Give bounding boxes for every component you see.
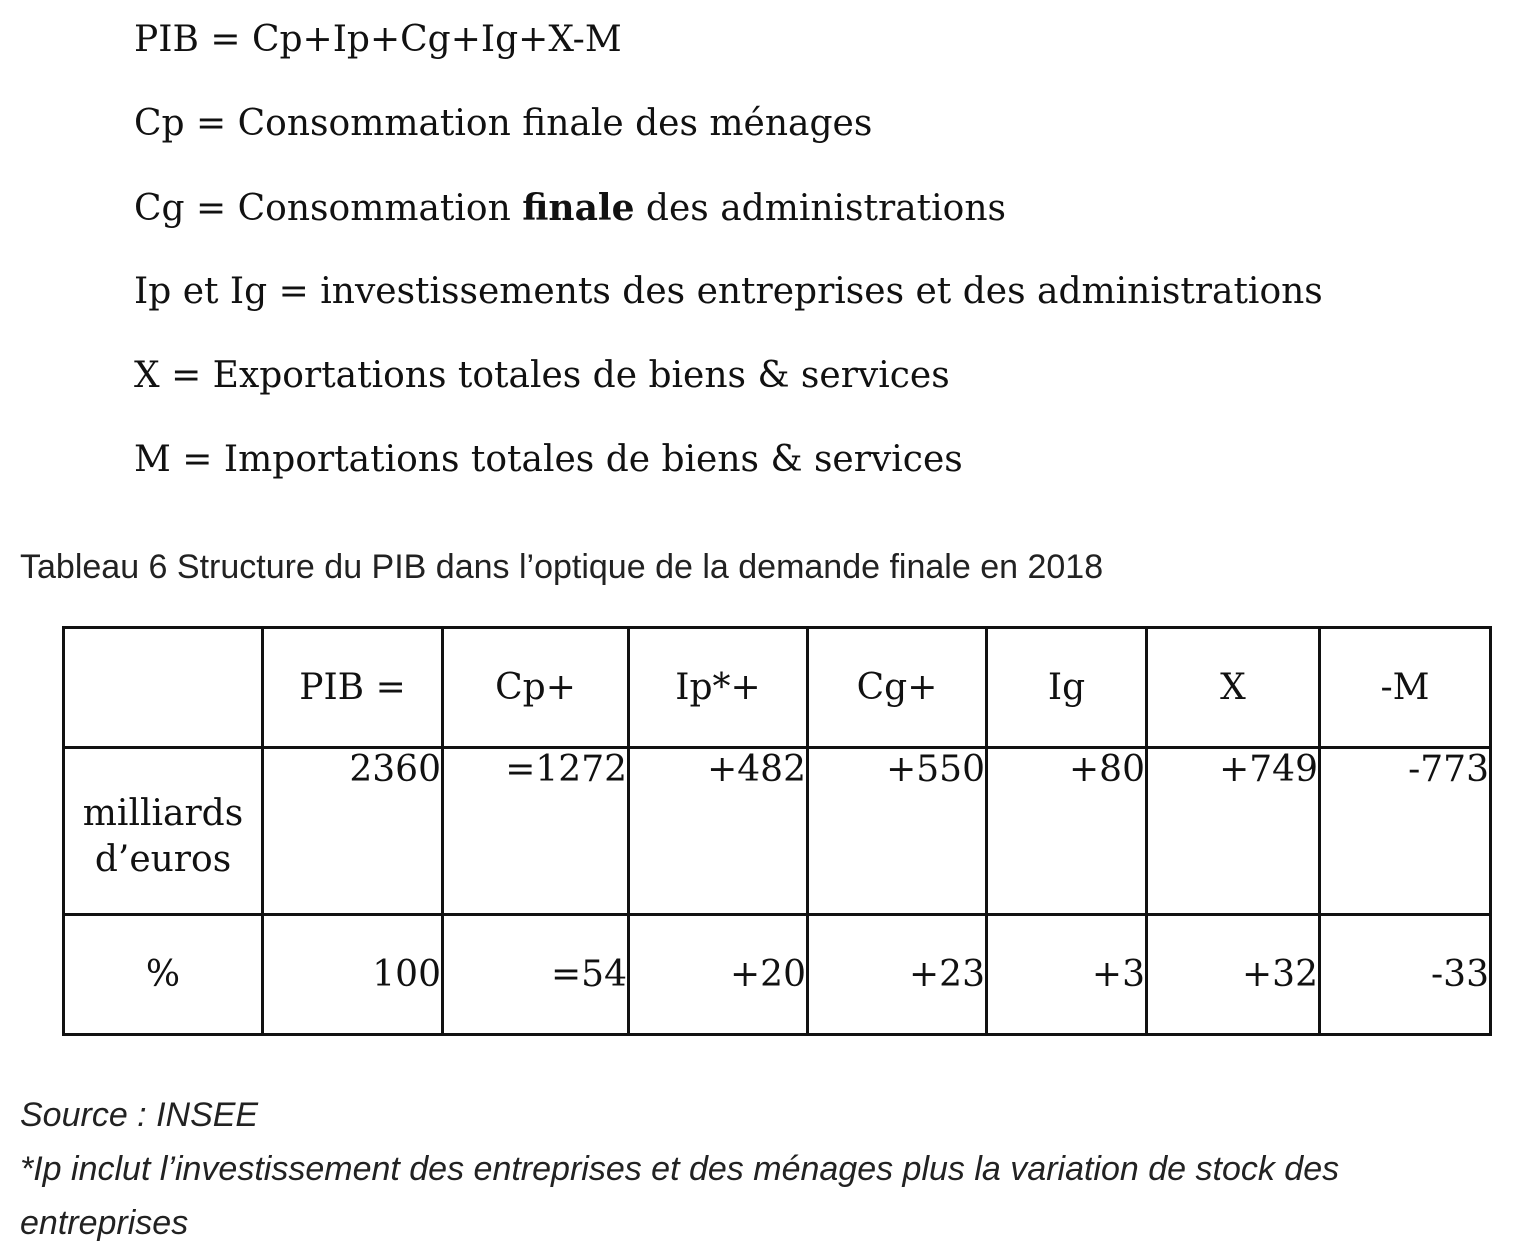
header-cell-x: X <box>1147 628 1320 748</box>
definition-cg-suffix: des administrations <box>634 188 1006 229</box>
definition-cg-bold: finale <box>522 187 635 229</box>
row-label-line1: milliards <box>82 793 244 834</box>
cell-milliards-m: -773 <box>1320 748 1491 915</box>
row-label-percent: % <box>64 915 263 1035</box>
cell-milliards-ip: +482 <box>629 748 808 915</box>
definition-x: X = Exportations totales de biens & services <box>134 355 950 396</box>
table-row-milliards <box>64 748 1491 915</box>
cell-percent-m: -33 <box>1320 915 1491 1035</box>
definition-m: M = Importations totales de biens & services <box>134 439 963 480</box>
cell-milliards-cp: =1272 <box>443 748 629 915</box>
header-cell-ip: Ip*+ <box>629 628 808 748</box>
cell-percent-ip: +20 <box>629 915 808 1035</box>
definition-cg <box>134 187 1323 274</box>
pib-structure-table <box>62 626 1492 1036</box>
header-cell-cg: Cg+ <box>808 628 987 748</box>
header-cell-empty <box>64 628 263 748</box>
cell-percent-x: +32 <box>1147 915 1320 1035</box>
row-label-milliards <box>64 748 263 915</box>
cell-milliards-x: +749 <box>1147 748 1320 915</box>
definition-ip-ig: Ip et Ig = investissements des entreprises et des administrations <box>134 271 1323 312</box>
table-caption: Tableau 6 Structure du PIB dans l’optique de la demande finale en 2018 <box>20 548 1104 586</box>
cell-milliards-pib: 2360 <box>263 748 443 915</box>
header-cell-cp: Cp+ <box>443 628 629 748</box>
footnote-ip: *Ip inclut l’investissement des entreprises et des ménages plus la variation de stock des entreprises <box>20 1150 1340 1242</box>
cell-milliards-ig: +80 <box>987 748 1147 915</box>
cell-percent-cp: =54 <box>443 915 629 1035</box>
header-cell-pib: PIB = <box>263 628 443 748</box>
table-header-row <box>64 628 1491 748</box>
definition-cg-prefix: Cg = Consommation <box>134 188 523 229</box>
table-row-percent <box>64 915 1491 1035</box>
cell-percent-ig: +3 <box>987 915 1147 1035</box>
formula-pib: PIB = Cp+Ip+Cg+Ig+X-M <box>134 19 622 60</box>
cell-percent-cg: +23 <box>808 915 987 1035</box>
header-cell-m: -M <box>1320 628 1491 748</box>
source-note: Source : INSEE <box>20 1096 259 1134</box>
header-cell-ig: Ig <box>987 628 1147 748</box>
cell-percent-pib: 100 <box>263 915 443 1035</box>
cell-milliards-cg: +550 <box>808 748 987 915</box>
definition-cp: Cp = Consommation finale des ménages <box>134 103 873 144</box>
table-notes <box>20 1088 1440 1250</box>
row-label-line2: d’euros <box>94 839 232 880</box>
formula-definitions <box>134 19 1323 526</box>
